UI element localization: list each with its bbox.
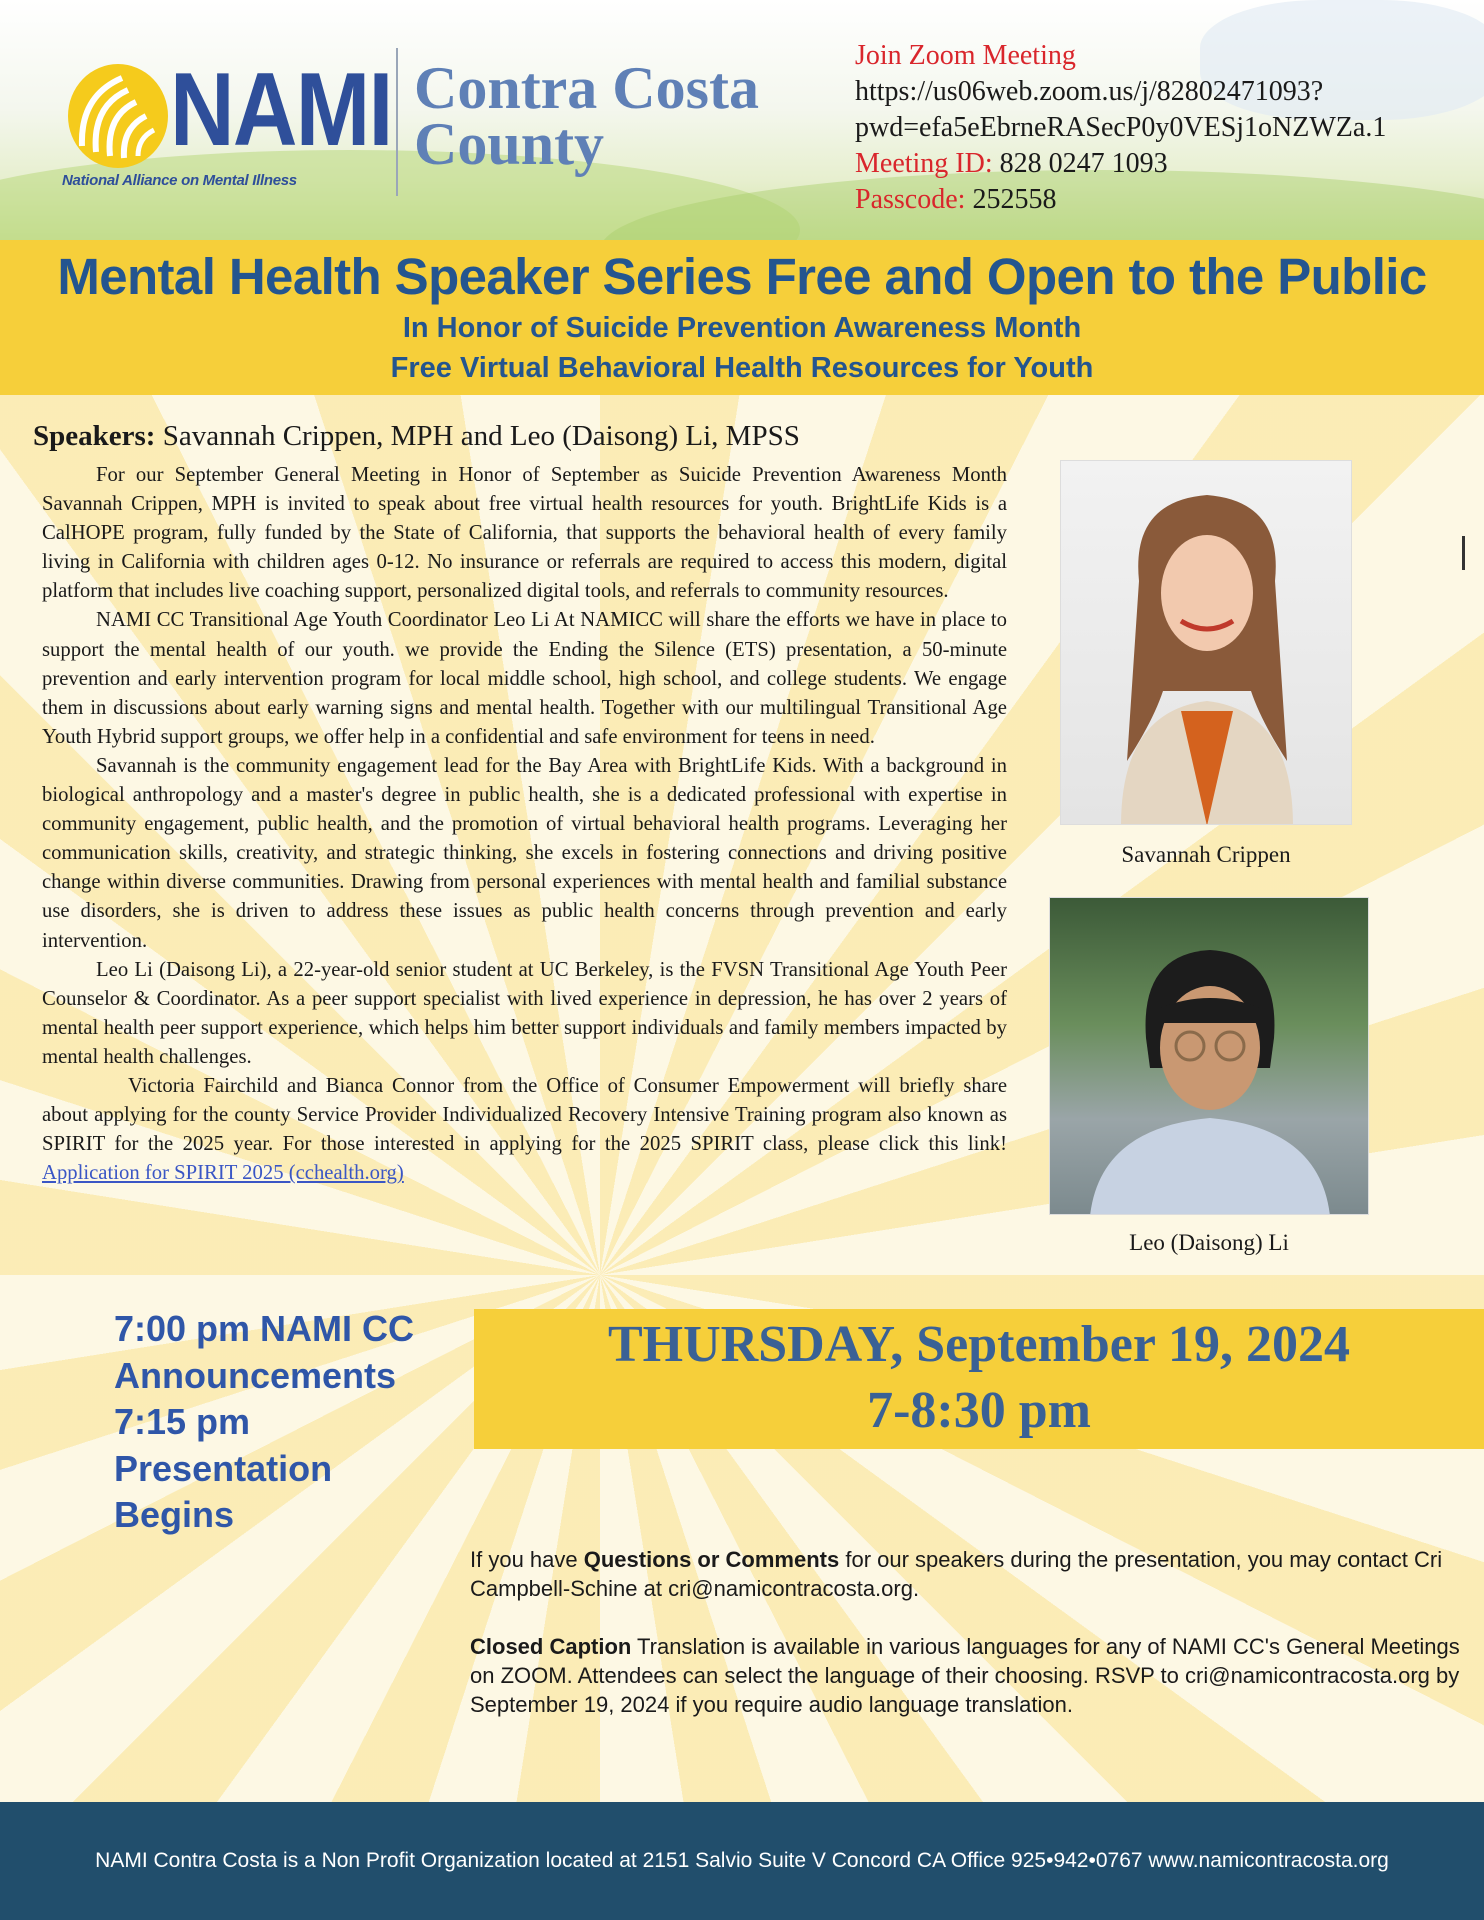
schedule-line-2: Announcements <box>114 1354 397 1396</box>
nami-logo <box>62 50 392 200</box>
person-portrait-icon <box>1050 898 1369 1215</box>
passcode-value: 252558 <box>972 184 1057 215</box>
schedule-line-3: 7:15 pm <box>114 1401 251 1442</box>
closed-caption-bold: Closed Caption <box>470 1634 632 1659</box>
paragraph-5 <box>42 1072 1007 1188</box>
event-time: 7-8:30 pm <box>867 1382 1091 1439</box>
logo-word: NAMI <box>170 52 392 168</box>
questions-bold: Questions or Comments <box>583 1547 840 1572</box>
schedule-block <box>114 1306 474 1539</box>
speakers-names: Savannah Crippen, MPH and Leo (Daisong) Li, MPSS <box>162 420 800 452</box>
paragraph-5-text: Victoria Fairchild and Bianca Connor from the Office of Consumer Empowerment will briefly share about applying for the county Service Provider Individualized Recovery Intensive Training program also known as SPIRIT for the 2025 year. For those interested in applying for the 2025 SPIRIT class, please click this link! <box>42 1074 1007 1156</box>
closed-caption-post: Translation is available in various languages for any of NAMI CC's General Meetings on ZOOM. Attendees can select the language of their choosing. RSVP to cri@namicontracosta.org by September 19, 2024 if you require audio language translation. <box>470 1634 1460 1717</box>
paragraph-3: Savannah is the community engagement lead for the Bay Area with BrightLife Kids. With a background in biological anthropology and a master's degree in public health, she is a dedicated professional with expertise in community engagement, public health, and the promotion of virtual behavioral health programs. Leveraging her communication skills, creativity, and strategic thinking, she excels in fostering connections and driving positive change within diverse communities. Drawing from personal experiences with mental health and familial substance use disorders, she is driven to address these issues as public health concerns through prevention and early intervention. <box>42 754 1007 952</box>
meeting-id-value: 828 0247 1093 <box>999 148 1168 179</box>
photo-caption-1: Savannah Crippen <box>1121 842 1291 867</box>
title-banner <box>0 240 1484 395</box>
banner-title: Mental Health Speaker Series Free and Open to the Public <box>57 248 1427 305</box>
zoom-info <box>855 38 1475 218</box>
event-date-box <box>474 1309 1484 1449</box>
zoom-url-line-1[interactable]: https://us06web.zoom.us/j/82802471093? <box>855 76 1324 107</box>
closed-caption-paragraph <box>470 1632 1470 1719</box>
logo-divider <box>396 48 398 196</box>
county-title <box>414 55 759 177</box>
speakers-label: Speakers: <box>33 420 156 452</box>
county-line-2: County <box>414 111 605 177</box>
meeting-id-row <box>855 146 1475 182</box>
meeting-id-label: Meeting ID: <box>855 148 993 179</box>
passcode-row <box>855 182 1475 218</box>
questions-paragraph <box>470 1545 1470 1603</box>
photo-savannah-crippen <box>1060 460 1352 825</box>
speakers-line <box>33 420 800 453</box>
schedule-line-4: Presentation <box>114 1447 333 1489</box>
description-body <box>42 461 1007 1188</box>
county-line-1: Contra Costa <box>414 55 759 121</box>
passcode-label: Passcode: <box>855 184 966 215</box>
paragraph-2: NAMI CC Transitional Age Youth Coordinator Leo Li At NAMICC will share the efforts we have in place to support the mental health of our youth. we provide the Ending the Silence (ETS) presentation, a 50-minute prevention and early intervention program for local middle school, high school, and college students. We engage them in discussions about early warning signs and mental health. Together with our multilingual Transitional Age Youth Hybrid support groups, we offer help in a confidential and safe environment for teens in need. <box>42 609 1007 748</box>
schedule-line-5: Begins <box>114 1494 235 1535</box>
banner-subtitle-1: In Honor of Suicide Prevention Awareness Month <box>402 312 1082 344</box>
questions-pre: If you have <box>470 1547 584 1572</box>
paragraph-1: For our September General Meeting in Honor of September as Suicide Prevention Awareness Month Savannah Crippen, MPH is invited to speak about free virtual health resources for youth. BrightLife Kids is a CalHOPE program, fully funded by the State of California, that supports the behavioral health of every family living in California with children ages 0-12. No insurance or referrals are required to access this modern, digital platform that includes live coaching support, personalized digital tools, and referrals to community resources. <box>42 464 1007 603</box>
footer-text: NAMI Contra Costa is a Non Profit Organization located at 2151 Salvio Suite V Concord CA Office 925•942•0767 www.namicontracosta.org <box>95 1849 1389 1872</box>
photo-caption-2: Leo (Daisong) Li <box>1129 1230 1289 1255</box>
spirit-application-link[interactable]: Application for SPIRIT 2025 (cchealth.org) <box>42 1162 404 1185</box>
questions-post: for our speakers during the presentation, you may contact Cri Campbell-Schine at cri@namicontracosta.org. <box>470 1547 1443 1601</box>
sun-swirl-icon <box>62 56 174 176</box>
footer <box>0 1802 1484 1920</box>
schedule-line-1: 7:00 pm NAMI CC <box>114 1308 415 1349</box>
event-date: THURSDAY, September 19, 2024 <box>607 1316 1351 1373</box>
person-portrait-icon <box>1061 461 1352 825</box>
info-block <box>470 1545 1470 1719</box>
paragraph-4: Leo Li (Daisong Li), a 22-year-old senior student at UC Berkeley, is the FVSN Transitional Age Youth Peer Counselor & Coordinator. As a peer support specialist with lived experience in depression, he has over 2 years of mental health peer support experience, which helps him better support individuals and family members impacted by mental health challenges. <box>42 958 1007 1068</box>
photo-leo-li <box>1049 897 1369 1215</box>
zoom-title: Join Zoom Meeting <box>855 40 1076 71</box>
logo-tagline: National Alliance on Mental Illness <box>62 172 297 189</box>
zoom-url-line-2[interactable]: pwd=efa5eEbrneRASecP0y0VESj1oNZWZa.1 <box>855 112 1387 143</box>
banner-subtitle-2: Free Virtual Behavioral Health Resources for Youth <box>390 352 1094 384</box>
header <box>0 0 1484 240</box>
text-cursor-icon <box>1462 536 1465 570</box>
